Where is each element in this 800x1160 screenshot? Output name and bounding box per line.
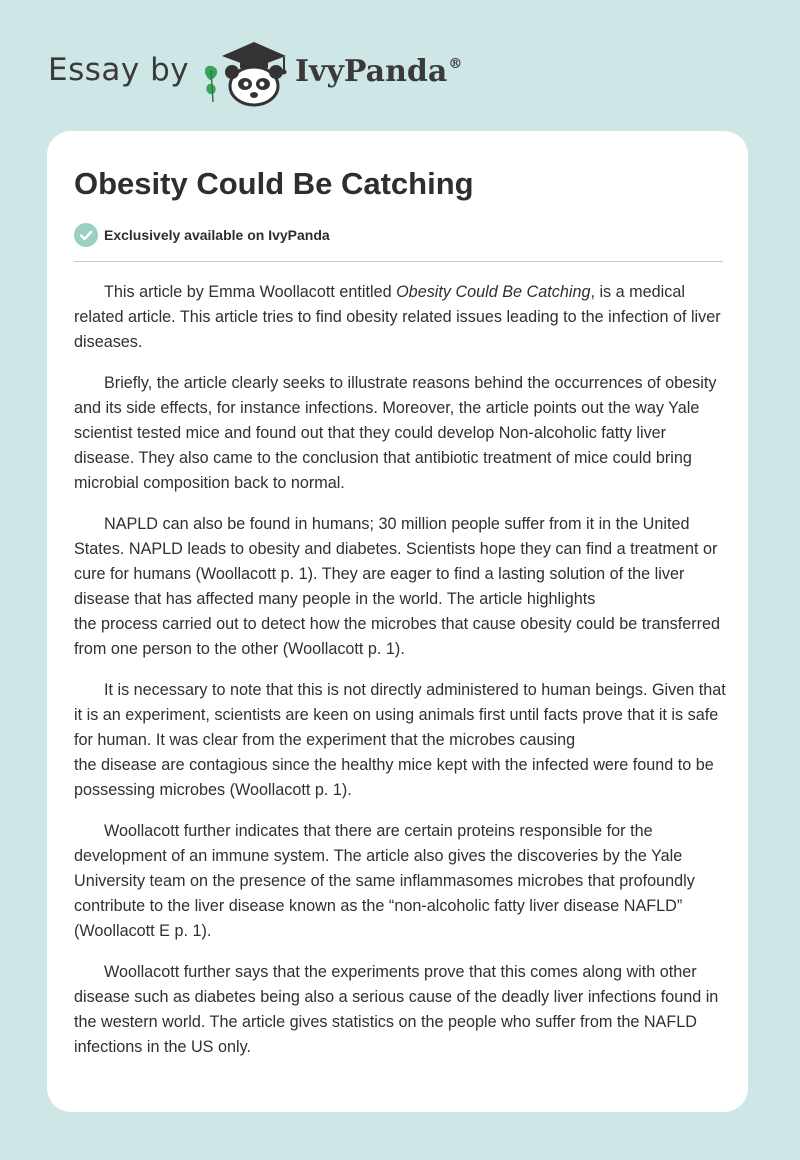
brand-prefix: Essay by xyxy=(48,52,190,88)
article-title-citation: Obesity Could Be Catching xyxy=(396,283,591,301)
paragraph-2: Briefly, the article clearly seeks to illustrate reasons behind the occurrences of obesity and its side effects, for instance infections. Moreover, the article points out the way Yale scientist tested mice and found out that they could develop Non-alcoholic fatty liver disease. They also came to the conclusion that antibiotic treatment of mice could bring microbial composition back to normal. xyxy=(74,374,717,492)
paragraph-3: NAPLD can also be found in humans; 30 million people suffer from it in the United States. NAPLD leads to obesity and diabetes. Scientists hope they can find a treatment or cure for humans (Woollacott p. 1). They are eager to find a lasting solution of the liver disease that has affected many people in the world. The article highlights the process carried out to detect how the microbes that cause obesity could be transferred from one person to the other (Woollacott p. 1). xyxy=(74,515,721,658)
check-circle-icon xyxy=(74,223,98,247)
paragraph-1 xyxy=(74,280,726,355)
paragraph-6: Woollacott further says that the experiments prove that this comes along with other disease such as diabetes being also a serious cause of the deadly liver infections found in the western world. The article gives statistics on the people who suffer from the NAFLD infections in the US only. xyxy=(74,963,719,1056)
exclusive-badge xyxy=(74,223,330,247)
paragraph-5: Woollacott further indicates that there are certain proteins responsible for the development of an immune system. The article also gives the discoveries by the Yale University team on the presence of the same inflammasomes microbes that profoundly contribute to the liver disease known as the “non-alcoholic fatty liver disease NAFLD” (Woollacott E p. 1). xyxy=(74,822,695,940)
article-body xyxy=(74,280,726,1076)
panda-graduate-icon[interactable] xyxy=(200,36,292,108)
badge-label: Exclusively available on IvyPanda xyxy=(104,227,330,243)
page-title: Obesity Could Be Catching xyxy=(74,166,474,201)
brand-name[interactable] xyxy=(295,54,462,89)
divider xyxy=(74,261,723,262)
paragraph-1-text-start: This article by Emma Woollacott entitled xyxy=(104,283,397,301)
brand-name-text: IvyPanda xyxy=(295,54,448,89)
brand-header xyxy=(48,36,508,106)
trademark-symbol: ® xyxy=(448,56,463,72)
paragraph-1-text-end: , is a medical related article. This article tries to find obesity related issues leading to the infection of liver diseases. xyxy=(74,283,721,351)
article-card xyxy=(47,131,748,1112)
paragraph-4: It is necessary to note that this is not directly administered to human beings. Given that it is an experiment, scientists are keen on using animals first until facts prove that it is safe for human. It was clear from the experiment that the microbes causing the disease are contagious since the healthy mice kept with the infected were found to be possessing microbes (Woollacott p. 1). xyxy=(74,681,726,799)
